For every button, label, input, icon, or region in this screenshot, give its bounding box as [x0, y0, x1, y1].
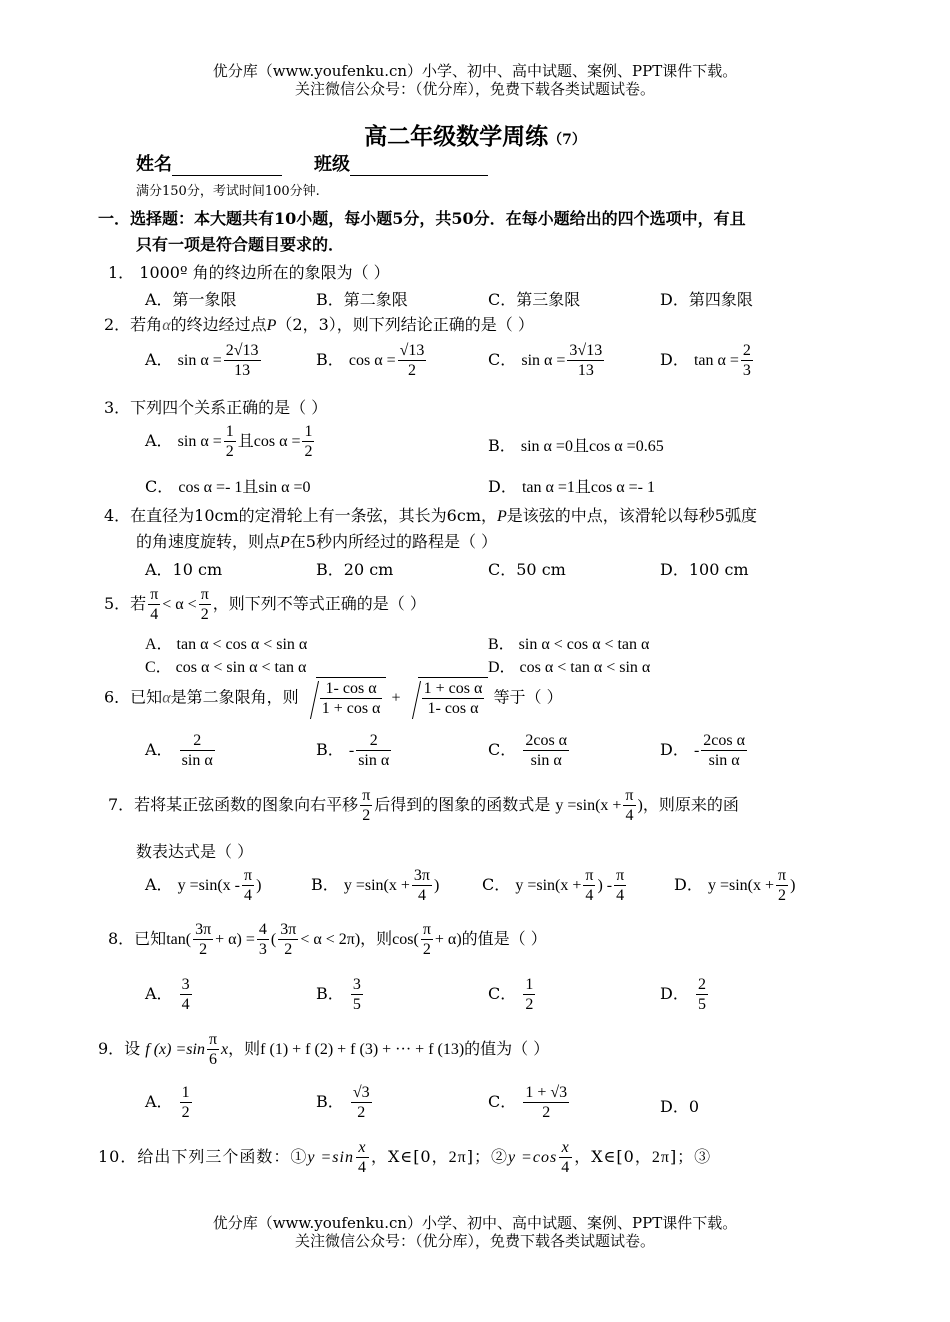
footer-line-1: 优分库（www.youfenku.cn）小学、初中、高中试题、案例、PPT课件下载。: [212, 1214, 738, 1232]
q2-option-d[interactable]: D． tan α = $\frac{2}{3}$: [660, 342, 751, 379]
q6-radical-1: $\frac{\text{1- cos α}}{\text{1 + cos α}}$: [304, 677, 387, 719]
q1-option-a[interactable]: A．第一象限: [145, 290, 237, 309]
q4-option-b[interactable]: B．20 cm: [316, 560, 394, 579]
q4-stem-line-2: 的角速度旋转，则点P在5秒内所经过的路程是（ ）: [136, 532, 498, 551]
q9-stem: 9．设 f (x) =sin $\frac{\pi}{6}$ x，则f (1) + f (2) + f (3) + ··· + f (13)的值为（ ）: [98, 1031, 550, 1068]
q6-option-a[interactable]: A． $\frac{2}{\text{sin α}}$: [145, 732, 213, 769]
footer-line-2: 关注微信公众号：（优分库），免费下载各类试题试卷。: [294, 1232, 655, 1250]
q8-stem: 8．已知tan( $\frac{3\pi}{2}$ + α) = $\frac{4}{3}$ ( $\frac{3\pi}{2}$ < α < 2π)，则cos( $\frac{\pi}{2}$ + α)的值是（ ）: [108, 921, 547, 958]
name-blank[interactable]: [172, 157, 282, 176]
q5-option-a[interactable]: A． tan α < cos α < sin α: [145, 636, 308, 653]
q3-option-b[interactable]: B． sin α =0且cos α =0.65: [488, 436, 664, 455]
q9-option-b[interactable]: B． $\frac{√3}{2}$: [316, 1084, 370, 1121]
q1-option-c[interactable]: C．第三象限: [488, 290, 581, 309]
q1-option-d[interactable]: D．第四象限: [660, 290, 753, 309]
q2-option-c[interactable]: C． sin α = $\frac{3√13}{13}$: [488, 342, 603, 379]
q7-option-c[interactable]: C． y =sin(x + $\frac{\pi}{4}$ ) - $\frac{\pi}{4}$: [482, 867, 625, 904]
q4-option-c[interactable]: C．50 cm: [488, 560, 566, 579]
page-title: 高二年级数学周练（7）: [364, 123, 586, 150]
q3-option-d[interactable]: D． tan α =1且cos α =- 1: [488, 477, 655, 496]
section-1-heading-cont: 只有一项是符合题目要求的．: [136, 235, 345, 254]
q3-option-c[interactable]: C． cos α =- 1且sin α =0: [145, 477, 311, 496]
q8-option-a[interactable]: A． $\frac{3}{4}$: [145, 976, 190, 1013]
q1-option-b[interactable]: B．第二象限: [316, 290, 408, 309]
q5-stem: 5．若 $\frac{\pi}{4}$ < α < $\frac{\pi}{2}$ ，则下列不等式正确的是（ ）: [104, 586, 426, 623]
q10-stem: 10．给出下列三个函数：①y =sin $\frac{x}{4}$ ，X∈[0，2π]；②y =cos $\frac{x}{4}$ ，X∈[0，2π]；③: [98, 1139, 712, 1176]
class-field: 班级: [314, 150, 488, 176]
q5-option-d[interactable]: D． cos α < tan α < sin α: [488, 659, 651, 676]
q3-stem: 3．下列四个关系正确的是（ ）: [104, 398, 328, 417]
q6-radical-2: $\frac{\text{1 + cos α}}{\text{1- cos α}}$: [406, 677, 489, 719]
q7-option-a[interactable]: A． y =sin(x - $\frac{\pi}{4}$ ): [145, 867, 262, 904]
q2-stem: 2．若角α的终边经过点P（2，3），则下列结论正确的是（ ）: [104, 315, 534, 334]
q3-option-a[interactable]: A． sin α = $\frac{1}{2}$ 且cos α = $\frac{1}{2}$: [145, 423, 313, 460]
q5-option-b[interactable]: B． sin α < cos α < tan α: [488, 636, 650, 653]
q4-option-d[interactable]: D．100 cm: [660, 560, 749, 579]
q6-stem: 6．已知α是第二象限角，则 $\frac{\text{1- cos α}}{\text{1 + cos α}}$ + $\frac{\text{1 + cos α}}{\text{1- cos α}}$ 等于（ ）: [104, 677, 563, 719]
q7-option-d[interactable]: D． y =sin(x + $\frac{\pi}{2}$ ): [674, 867, 796, 904]
q2-option-a[interactable]: A． sin α = $\frac{2√13}{13}$: [145, 342, 259, 379]
q7-option-b[interactable]: B． y =sin(x + $\frac{3\pi}{4}$ ): [311, 867, 440, 904]
section-1-heading: 一．选择题：本大题共有10小题，每小题5分，共50分．在每小题给出的四个选项中，有且: [98, 209, 746, 228]
q8-option-c[interactable]: C． $\frac{1}{2}$: [488, 976, 534, 1013]
header-line-2: 关注微信公众号：（优分库），免费下载各类试题试卷。: [294, 80, 655, 98]
q6-option-b[interactable]: B． - $\frac{2}{\text{sin α}}$: [316, 732, 390, 769]
q4-option-a[interactable]: A．10 cm: [145, 560, 223, 579]
header-line-1: 优分库（www.youfenku.cn）小学、初中、高中试题、案例、PPT课件下载。: [212, 62, 738, 80]
q8-option-b[interactable]: B． $\frac{3}{5}$: [316, 976, 361, 1013]
q1-stem: 1． 1000º 角的终边所在的象限为（ ）: [108, 263, 390, 282]
name-field: 姓名: [136, 150, 282, 176]
q7-stem-line-2: 数表达式是（ ）: [136, 842, 254, 861]
q9-option-a[interactable]: A． $\frac{1}{2}$: [145, 1084, 190, 1121]
q6-option-c[interactable]: C． $\frac{\text{2cos α}}{\text{sin α}}$: [488, 732, 568, 769]
q9-option-d[interactable]: D．0: [660, 1097, 700, 1116]
score-note: 满分150分，考试时间100分钟.: [136, 184, 320, 199]
q5-option-c[interactable]: C． cos α < sin α < tan α: [145, 659, 307, 676]
q6-option-d[interactable]: D． - $\frac{\text{2cos α}}{\text{sin α}}$: [660, 732, 745, 769]
q9-option-c[interactable]: C． $\frac{1 + √3}{2}$: [488, 1084, 568, 1121]
class-blank[interactable]: [350, 157, 488, 176]
q7-stem-line-1: 7．若将某正弦函数的图象向右平移 $\frac{\pi}{2}$ 后得到的图象的函数式是 y =sin(x + $\frac{\pi}{4}$ )，则原来的函: [108, 787, 739, 824]
q8-option-d[interactable]: D． $\frac{2}{5}$: [660, 976, 706, 1013]
q2-option-b[interactable]: B． cos α = $\frac{√13}{2}$: [316, 342, 425, 379]
q4-stem-line-1: 4．在直径为10cm的定滑轮上有一条弦，其长为6cm，P是该弦的中点，该滑轮以每秒5弧度: [104, 506, 757, 525]
